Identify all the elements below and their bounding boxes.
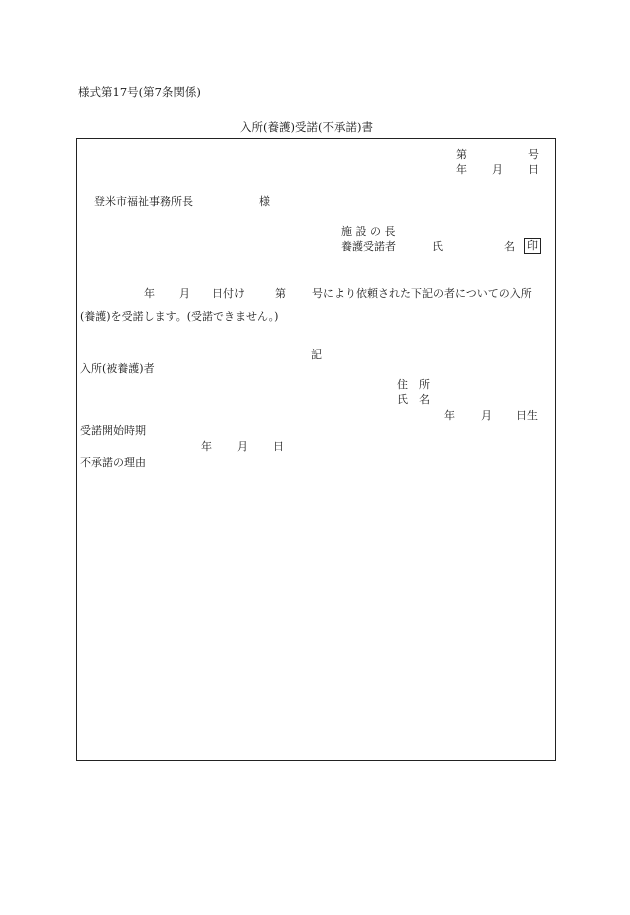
form-number: 様式第17号(第7条関係): [78, 85, 201, 99]
document-title: 入所(養護)受諾(不承諾)書: [240, 120, 373, 134]
body-line2: (養護)を受諾します。(受諾できません。): [80, 310, 279, 323]
start-year: 年: [201, 440, 212, 453]
body-year: 年: [144, 287, 155, 300]
body-dated: 日付け: [212, 287, 245, 300]
address-label: 住 所: [397, 378, 430, 391]
doc-date-year: 年: [456, 163, 467, 176]
guardian-label: 養護受諾者: [341, 240, 396, 253]
addressee-name: 登米市福祉事務所長: [94, 195, 193, 208]
doc-date-day: 日: [528, 163, 539, 176]
sender-name-label-1: 氏: [432, 240, 443, 253]
body-line1-rest: 号により依頼された下記の者についての入所: [312, 287, 532, 300]
birth-year: 年: [444, 409, 455, 422]
sender-name-label-2: 名: [504, 240, 515, 253]
start-day: 日: [273, 440, 284, 453]
refusal-reason-label: 不承諾の理由: [80, 456, 146, 469]
form-frame: [76, 138, 556, 761]
birth-day: 日生: [516, 409, 538, 422]
start-month: 月: [237, 440, 248, 453]
ki-heading: 記: [311, 348, 322, 361]
doc-date-month: 月: [492, 163, 503, 176]
body-month: 月: [179, 287, 190, 300]
person-name-label: 氏 名: [397, 393, 430, 406]
facility-head-label: 施 設 の 長: [341, 225, 396, 238]
doc-number-dai: 第: [456, 148, 467, 161]
start-label: 受諾開始時期: [80, 424, 146, 437]
birth-month: 月: [481, 409, 492, 422]
addressee-honorific: 様: [259, 195, 270, 208]
seal-mark: 印: [524, 238, 541, 254]
doc-number-go: 号: [528, 148, 539, 161]
person-label: 入所(被養護)者: [80, 362, 155, 375]
body-dai: 第: [275, 287, 286, 300]
